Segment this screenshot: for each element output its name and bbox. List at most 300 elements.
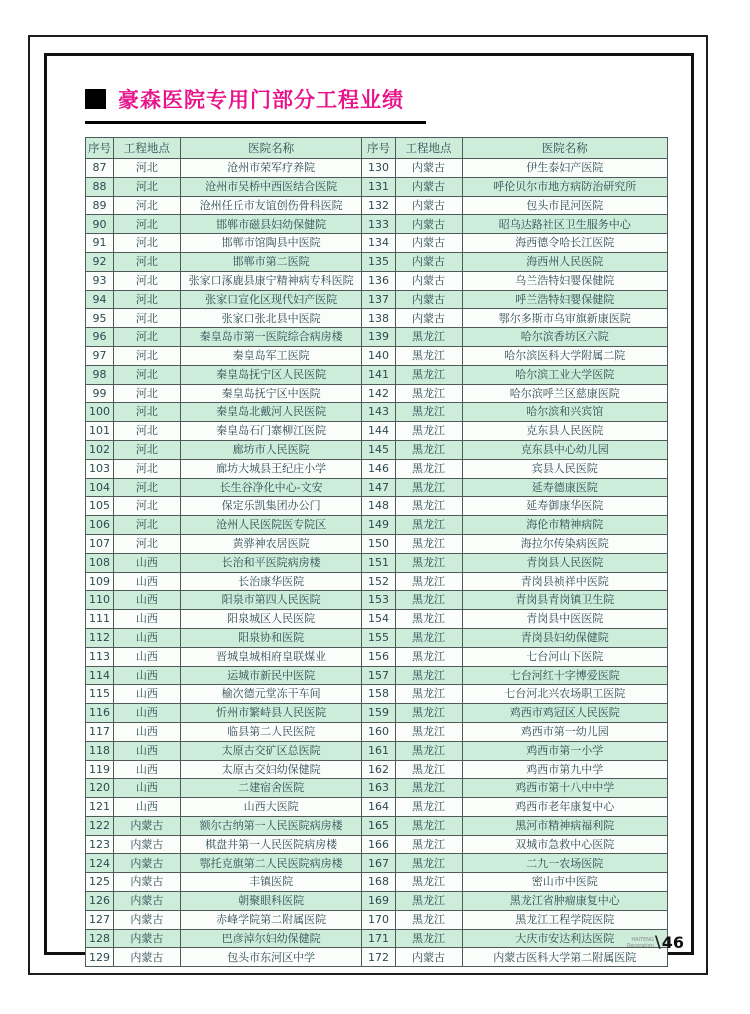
table-row: [86, 497, 668, 516]
table-row: [86, 177, 668, 196]
serial-cell: 132: [362, 196, 395, 215]
brand-text: [626, 937, 653, 949]
hospital-name-cell: 秦皇岛军工医院: [180, 346, 362, 365]
table-row: [86, 760, 668, 779]
serial-cell: 91: [86, 234, 114, 253]
hospital-name-cell: 青岗县中医医院: [462, 610, 667, 629]
hospital-name-cell: 鸡西市第一幼儿园: [462, 722, 667, 741]
hospital-name-cell: 张家口宣化区现代妇产医院: [180, 290, 362, 309]
location-cell: 黑龙江: [395, 328, 462, 347]
hospital-name-cell: 大庆市安达利达医院: [462, 929, 667, 948]
location-cell: 山西: [113, 798, 180, 817]
location-cell: 内蒙古: [395, 252, 462, 271]
hospital-name-cell: 青岗县青岗镇卫生院: [462, 591, 667, 610]
hospital-name-cell: 哈尔滨呼兰区慈康医院: [462, 384, 667, 403]
serial-cell: 163: [362, 779, 395, 798]
serial-cell: 114: [86, 666, 114, 685]
serial-cell: 128: [86, 929, 114, 948]
serial-cell: 112: [86, 628, 114, 647]
hospital-name-cell: 昭乌达路社区卫生服务中心: [462, 215, 667, 234]
location-cell: 山西: [113, 722, 180, 741]
location-cell: 黑龙江: [395, 685, 462, 704]
location-cell: 黑龙江: [395, 816, 462, 835]
table-row: [86, 553, 668, 572]
location-cell: 河北: [113, 309, 180, 328]
serial-cell: 149: [362, 516, 395, 535]
hospital-name-cell: 七台河北兴农场职工医院: [462, 685, 667, 704]
serial-cell: 139: [362, 328, 395, 347]
serial-cell: 168: [362, 873, 395, 892]
location-cell: 黑龙江: [395, 647, 462, 666]
hospital-name-cell: 秦皇岛抚宁区中医院: [180, 384, 362, 403]
serial-cell: 129: [86, 948, 114, 967]
footer-slash-icon: \: [654, 932, 661, 951]
table-row: [86, 440, 668, 459]
hospital-name-cell: 密山市中医院: [462, 873, 667, 892]
hospital-name-cell: 青岗县祯祥中医院: [462, 572, 667, 591]
hospital-name-cell: 阳泉协和医院: [180, 628, 362, 647]
table-header-row: [86, 138, 668, 159]
serial-cell: 172: [362, 948, 395, 967]
location-cell: 山西: [113, 741, 180, 760]
serial-cell: 118: [86, 741, 114, 760]
hospital-name-cell: 张家口涿鹿县康宁精神病专科医院: [180, 271, 362, 290]
serial-cell: 101: [86, 422, 114, 441]
location-cell: 山西: [113, 591, 180, 610]
serial-cell: 131: [362, 177, 395, 196]
location-cell: 河北: [113, 234, 180, 253]
location-cell: 黑龙江: [395, 497, 462, 516]
serial-cell: 165: [362, 816, 395, 835]
serial-cell: 167: [362, 854, 395, 873]
location-cell: 河北: [113, 290, 180, 309]
location-cell: 山西: [113, 572, 180, 591]
location-cell: 河北: [113, 159, 180, 178]
location-cell: 内蒙古: [113, 910, 180, 929]
location-cell: 黑龙江: [395, 459, 462, 478]
hospital-name-cell: 丰镇医院: [180, 873, 362, 892]
serial-cell: 113: [86, 647, 114, 666]
location-cell: 黑龙江: [395, 628, 462, 647]
location-cell: 黑龙江: [395, 591, 462, 610]
hospital-name-cell: 沧州人民医院医专院区: [180, 516, 362, 535]
location-cell: 内蒙古: [395, 159, 462, 178]
table-body: [86, 159, 668, 967]
serial-cell: 117: [86, 722, 114, 741]
serial-cell: 116: [86, 704, 114, 723]
serial-cell: 126: [86, 892, 114, 911]
location-cell: 河北: [113, 497, 180, 516]
hospital-name-cell: 太原古交妇幼保健院: [180, 760, 362, 779]
table-row: [86, 384, 668, 403]
serial-cell: 89: [86, 196, 114, 215]
serial-cell: 95: [86, 309, 114, 328]
serial-cell: 169: [362, 892, 395, 911]
hospital-name-cell: 沧州市荣军疗养院: [180, 159, 362, 178]
hospital-name-cell: 内蒙古医科大学第二附属医院: [462, 948, 667, 967]
serial-cell: 166: [362, 835, 395, 854]
serial-cell: 102: [86, 440, 114, 459]
serial-cell: 159: [362, 704, 395, 723]
hospital-name-cell: 七台河山下医院: [462, 647, 667, 666]
location-cell: 内蒙古: [113, 816, 180, 835]
location-cell: 河北: [113, 384, 180, 403]
serial-cell: 90: [86, 215, 114, 234]
location-cell: 黑龙江: [395, 760, 462, 779]
brand-line-1: HAITENG: [631, 936, 654, 943]
table-row: [86, 159, 668, 178]
location-cell: 黑龙江: [395, 572, 462, 591]
hospital-name-cell: 廊坊市人民医院: [180, 440, 362, 459]
serial-cell: 133: [362, 215, 395, 234]
table-row: [86, 422, 668, 441]
brand-line-2: Decoration: [626, 942, 654, 949]
hospital-name-cell: 鸡西市第一小学: [462, 741, 667, 760]
hospital-name-cell: 长治和平医院病房楼: [180, 553, 362, 572]
location-cell: 河北: [113, 534, 180, 553]
hospital-name-cell: 海伦市精神病院: [462, 516, 667, 535]
table-row: [86, 309, 668, 328]
serial-cell: 93: [86, 271, 114, 290]
table-row: [86, 816, 668, 835]
serial-cell: 155: [362, 628, 395, 647]
serial-cell: 94: [86, 290, 114, 309]
serial-cell: 152: [362, 572, 395, 591]
hospital-name-cell: 二建宿舍医院: [180, 779, 362, 798]
location-cell: 山西: [113, 760, 180, 779]
hospital-name-cell: 呼兰浩特妇婴保健院: [462, 290, 667, 309]
serial-cell: 130: [362, 159, 395, 178]
project-table-container: [85, 137, 668, 967]
hospital-name-cell: 黑龙江工程学院医院: [462, 910, 667, 929]
location-cell: 黑龙江: [395, 798, 462, 817]
location-cell: 黑龙江: [395, 722, 462, 741]
table-row: [86, 572, 668, 591]
hospital-name-cell: 长治康华医院: [180, 572, 362, 591]
table-row: [86, 252, 668, 271]
hospital-name-cell: 沧州任丘市友谊创伤骨科医院: [180, 196, 362, 215]
hospital-name-cell: 包头市昆河医院: [462, 196, 667, 215]
serial-cell: 150: [362, 534, 395, 553]
serial-cell: 147: [362, 478, 395, 497]
header-location: 工程地点: [113, 138, 180, 159]
table-row: [86, 290, 668, 309]
table-row: [86, 365, 668, 384]
table-row: [86, 328, 668, 347]
serial-cell: 127: [86, 910, 114, 929]
location-cell: 河北: [113, 271, 180, 290]
location-cell: 河北: [113, 346, 180, 365]
location-cell: 黑龙江: [395, 610, 462, 629]
hospital-name-cell: 张家口张北县中医院: [180, 309, 362, 328]
serial-cell: 170: [362, 910, 395, 929]
serial-cell: 153: [362, 591, 395, 610]
location-cell: 河北: [113, 516, 180, 535]
location-cell: 河北: [113, 215, 180, 234]
serial-cell: 104: [86, 478, 114, 497]
hospital-name-cell: 棋盘井第一人民医院病房楼: [180, 835, 362, 854]
hospital-name-cell: 鸡西市第九中学: [462, 760, 667, 779]
location-cell: 内蒙古: [395, 309, 462, 328]
table-row: [86, 346, 668, 365]
location-cell: 黑龙江: [395, 440, 462, 459]
table-row: [86, 610, 668, 629]
location-cell: 内蒙古: [113, 892, 180, 911]
table-row: [86, 798, 668, 817]
serial-cell: 105: [86, 497, 114, 516]
hospital-name-cell: 秦皇岛北戴河人民医院: [180, 403, 362, 422]
table-row: [86, 892, 668, 911]
section-title-block: [85, 84, 426, 124]
location-cell: 河北: [113, 177, 180, 196]
hospital-project-table: [85, 137, 668, 967]
header-hospital-name: 医院名称: [180, 138, 362, 159]
table-row: [86, 929, 668, 948]
serial-cell: 100: [86, 403, 114, 422]
serial-cell: 138: [362, 309, 395, 328]
table-row: [86, 647, 668, 666]
location-cell: 内蒙古: [113, 835, 180, 854]
location-cell: 河北: [113, 403, 180, 422]
hospital-name-cell: 榆次德元堂冻干车间: [180, 685, 362, 704]
header-hospital-name: 医院名称: [462, 138, 667, 159]
location-cell: 内蒙古: [395, 271, 462, 290]
hospital-name-cell: 双城市急救中心医院: [462, 835, 667, 854]
location-cell: 黑龙江: [395, 779, 462, 798]
hospital-name-cell: 克东县人民医院: [462, 422, 667, 441]
hospital-name-cell: 鄂托克旗第二人民医院病房楼: [180, 854, 362, 873]
serial-cell: 164: [362, 798, 395, 817]
hospital-name-cell: 青岗县妇幼保健院: [462, 628, 667, 647]
serial-cell: 106: [86, 516, 114, 535]
hospital-name-cell: 黑龙江省肿瘤康复中心: [462, 892, 667, 911]
location-cell: 黑龙江: [395, 516, 462, 535]
serial-cell: 156: [362, 647, 395, 666]
hospital-name-cell: 山西大医院: [180, 798, 362, 817]
table-row: [86, 722, 668, 741]
location-cell: 山西: [113, 685, 180, 704]
location-cell: 山西: [113, 553, 180, 572]
hospital-name-cell: 鸡西市老年康复中心: [462, 798, 667, 817]
hospital-name-cell: 邯郸市第二医院: [180, 252, 362, 271]
location-cell: 黑龙江: [395, 365, 462, 384]
location-cell: 内蒙古: [113, 873, 180, 892]
hospital-name-cell: 哈尔滨工业大学医院: [462, 365, 667, 384]
location-cell: 黑龙江: [395, 854, 462, 873]
serial-cell: 171: [362, 929, 395, 948]
serial-cell: 121: [86, 798, 114, 817]
location-cell: 河北: [113, 459, 180, 478]
location-cell: 山西: [113, 779, 180, 798]
location-cell: 河北: [113, 440, 180, 459]
serial-cell: 97: [86, 346, 114, 365]
table-row: [86, 534, 668, 553]
serial-cell: 146: [362, 459, 395, 478]
table-row: [86, 666, 668, 685]
location-cell: 黑龙江: [395, 929, 462, 948]
header-serial: 序号: [86, 138, 114, 159]
serial-cell: 136: [362, 271, 395, 290]
serial-cell: 143: [362, 403, 395, 422]
hospital-name-cell: 额尔古纳第一人民医院病房楼: [180, 816, 362, 835]
location-cell: 黑龙江: [395, 346, 462, 365]
serial-cell: 92: [86, 252, 114, 271]
serial-cell: 161: [362, 741, 395, 760]
serial-cell: 103: [86, 459, 114, 478]
hospital-name-cell: 克东县中心幼儿园: [462, 440, 667, 459]
hospital-name-cell: 哈尔滨医科大学附属二院: [462, 346, 667, 365]
hospital-name-cell: 伊生泰妇产医院: [462, 159, 667, 178]
location-cell: 内蒙古: [113, 948, 180, 967]
table-row: [86, 271, 668, 290]
serial-cell: 87: [86, 159, 114, 178]
hospital-name-cell: 保定乐凯集团办公门: [180, 497, 362, 516]
serial-cell: 160: [362, 722, 395, 741]
hospital-name-cell: 七台河红十字博爱医院: [462, 666, 667, 685]
hospital-name-cell: 长生谷净化中心-文安: [180, 478, 362, 497]
hospital-name-cell: 太原古交矿区总医院: [180, 741, 362, 760]
location-cell: 河北: [113, 252, 180, 271]
hospital-name-cell: 晋城皇城相府皇联煤业: [180, 647, 362, 666]
table-row: [86, 478, 668, 497]
serial-cell: 135: [362, 252, 395, 271]
table-row: [86, 516, 668, 535]
hospital-name-cell: 阳泉市第四人民医院: [180, 591, 362, 610]
location-cell: 河北: [113, 478, 180, 497]
page-number: 46: [661, 933, 684, 952]
location-cell: 山西: [113, 628, 180, 647]
location-cell: 内蒙古: [395, 215, 462, 234]
hospital-name-cell: 哈尔滨和兴宾馆: [462, 403, 667, 422]
table-row: [86, 873, 668, 892]
table-row: [86, 779, 668, 798]
hospital-name-cell: 海西德令哈长江医院: [462, 234, 667, 253]
location-cell: 内蒙古: [395, 290, 462, 309]
location-cell: 山西: [113, 704, 180, 723]
hospital-name-cell: 邯郸市磁县妇幼保健院: [180, 215, 362, 234]
location-cell: 山西: [113, 610, 180, 629]
serial-cell: 162: [362, 760, 395, 779]
hospital-name-cell: 二九一农场医院: [462, 854, 667, 873]
hospital-name-cell: 邯郸市馆陶县中医院: [180, 234, 362, 253]
hospital-name-cell: 忻州市繁峙县人民医院: [180, 704, 362, 723]
hospital-name-cell: 朝聚眼科医院: [180, 892, 362, 911]
serial-cell: 154: [362, 610, 395, 629]
hospital-name-cell: 哈尔滨香坊区六院: [462, 328, 667, 347]
serial-cell: 123: [86, 835, 114, 854]
serial-cell: 111: [86, 610, 114, 629]
hospital-name-cell: 阳泉城区人民医院: [180, 610, 362, 629]
location-cell: 内蒙古: [395, 234, 462, 253]
serial-cell: 99: [86, 384, 114, 403]
hospital-name-cell: 宾县人民医院: [462, 459, 667, 478]
hospital-name-cell: 秦皇岛抚宁区人民医院: [180, 365, 362, 384]
hospital-name-cell: 鸡西市第十八中中学: [462, 779, 667, 798]
hospital-name-cell: 海西州人民医院: [462, 252, 667, 271]
location-cell: 黑龙江: [395, 704, 462, 723]
location-cell: 黑龙江: [395, 553, 462, 572]
hospital-name-cell: 临县第二人民医院: [180, 722, 362, 741]
location-cell: 河北: [113, 328, 180, 347]
hospital-name-cell: 黄骅神农居医院: [180, 534, 362, 553]
location-cell: 黑龙江: [395, 478, 462, 497]
hospital-name-cell: 廊坊大城县王纪庄小学: [180, 459, 362, 478]
table-row: [86, 741, 668, 760]
serial-cell: 88: [86, 177, 114, 196]
hospital-name-cell: 秦皇岛石门寨柳江医院: [180, 422, 362, 441]
hospital-name-cell: 青岗县人民医院: [462, 553, 667, 572]
location-cell: 黑龙江: [395, 741, 462, 760]
location-cell: 内蒙古: [395, 177, 462, 196]
table-row: [86, 591, 668, 610]
table-row: [86, 685, 668, 704]
title-bullet-square-icon: [85, 89, 106, 109]
hospital-name-cell: 鸡西市鸡冠区人民医院: [462, 704, 667, 723]
serial-cell: 110: [86, 591, 114, 610]
hospital-name-cell: 海拉尔传染病医院: [462, 534, 667, 553]
table-row: [86, 704, 668, 723]
hospital-name-cell: 运城市新民中医院: [180, 666, 362, 685]
serial-cell: 109: [86, 572, 114, 591]
location-cell: 河北: [113, 365, 180, 384]
serial-cell: 157: [362, 666, 395, 685]
location-cell: 黑龙江: [395, 892, 462, 911]
serial-cell: 142: [362, 384, 395, 403]
serial-cell: 137: [362, 290, 395, 309]
table-row: [86, 403, 668, 422]
table-row: [86, 910, 668, 929]
serial-cell: 134: [362, 234, 395, 253]
table-row: [86, 835, 668, 854]
location-cell: 黑龙江: [395, 666, 462, 685]
serial-cell: 125: [86, 873, 114, 892]
serial-cell: 98: [86, 365, 114, 384]
header-serial: 序号: [362, 138, 395, 159]
hospital-name-cell: 秦皇岛市第一医院综合病房楼: [180, 328, 362, 347]
location-cell: 黑龙江: [395, 422, 462, 441]
hospital-name-cell: 赤峰学院第二附属医院: [180, 910, 362, 929]
serial-cell: 148: [362, 497, 395, 516]
location-cell: 黑龙江: [395, 384, 462, 403]
serial-cell: 119: [86, 760, 114, 779]
serial-cell: 141: [362, 365, 395, 384]
hospital-name-cell: 鄂尔多斯市乌审旗新康医院: [462, 309, 667, 328]
header-location: 工程地点: [395, 138, 462, 159]
hospital-name-cell: 呼伦贝尔市地方病防治研究所: [462, 177, 667, 196]
location-cell: 内蒙古: [113, 929, 180, 948]
serial-cell: 140: [362, 346, 395, 365]
table-row: [86, 196, 668, 215]
table-row: [86, 628, 668, 647]
serial-cell: 145: [362, 440, 395, 459]
serial-cell: 122: [86, 816, 114, 835]
location-cell: 黑龙江: [395, 534, 462, 553]
hospital-name-cell: 乌兰浩特妇婴保健院: [462, 271, 667, 290]
serial-cell: 151: [362, 553, 395, 572]
location-cell: 山西: [113, 647, 180, 666]
page-title: 豪森医院专用门部分工程业绩: [118, 88, 404, 112]
hospital-name-cell: 延寿御康华医院: [462, 497, 667, 516]
hospital-name-cell: 黑河市精神病福利院: [462, 816, 667, 835]
table-row: [86, 459, 668, 478]
hospital-name-cell: 沧州市吴桥中西医结合医院: [180, 177, 362, 196]
serial-cell: 96: [86, 328, 114, 347]
hospital-name-cell: 包头市东河区中学: [180, 948, 362, 967]
hospital-name-cell: 巴彦淖尔妇幼保健院: [180, 929, 362, 948]
location-cell: 河北: [113, 196, 180, 215]
hospital-name-cell: 延寿德康医院: [462, 478, 667, 497]
location-cell: 黑龙江: [395, 873, 462, 892]
